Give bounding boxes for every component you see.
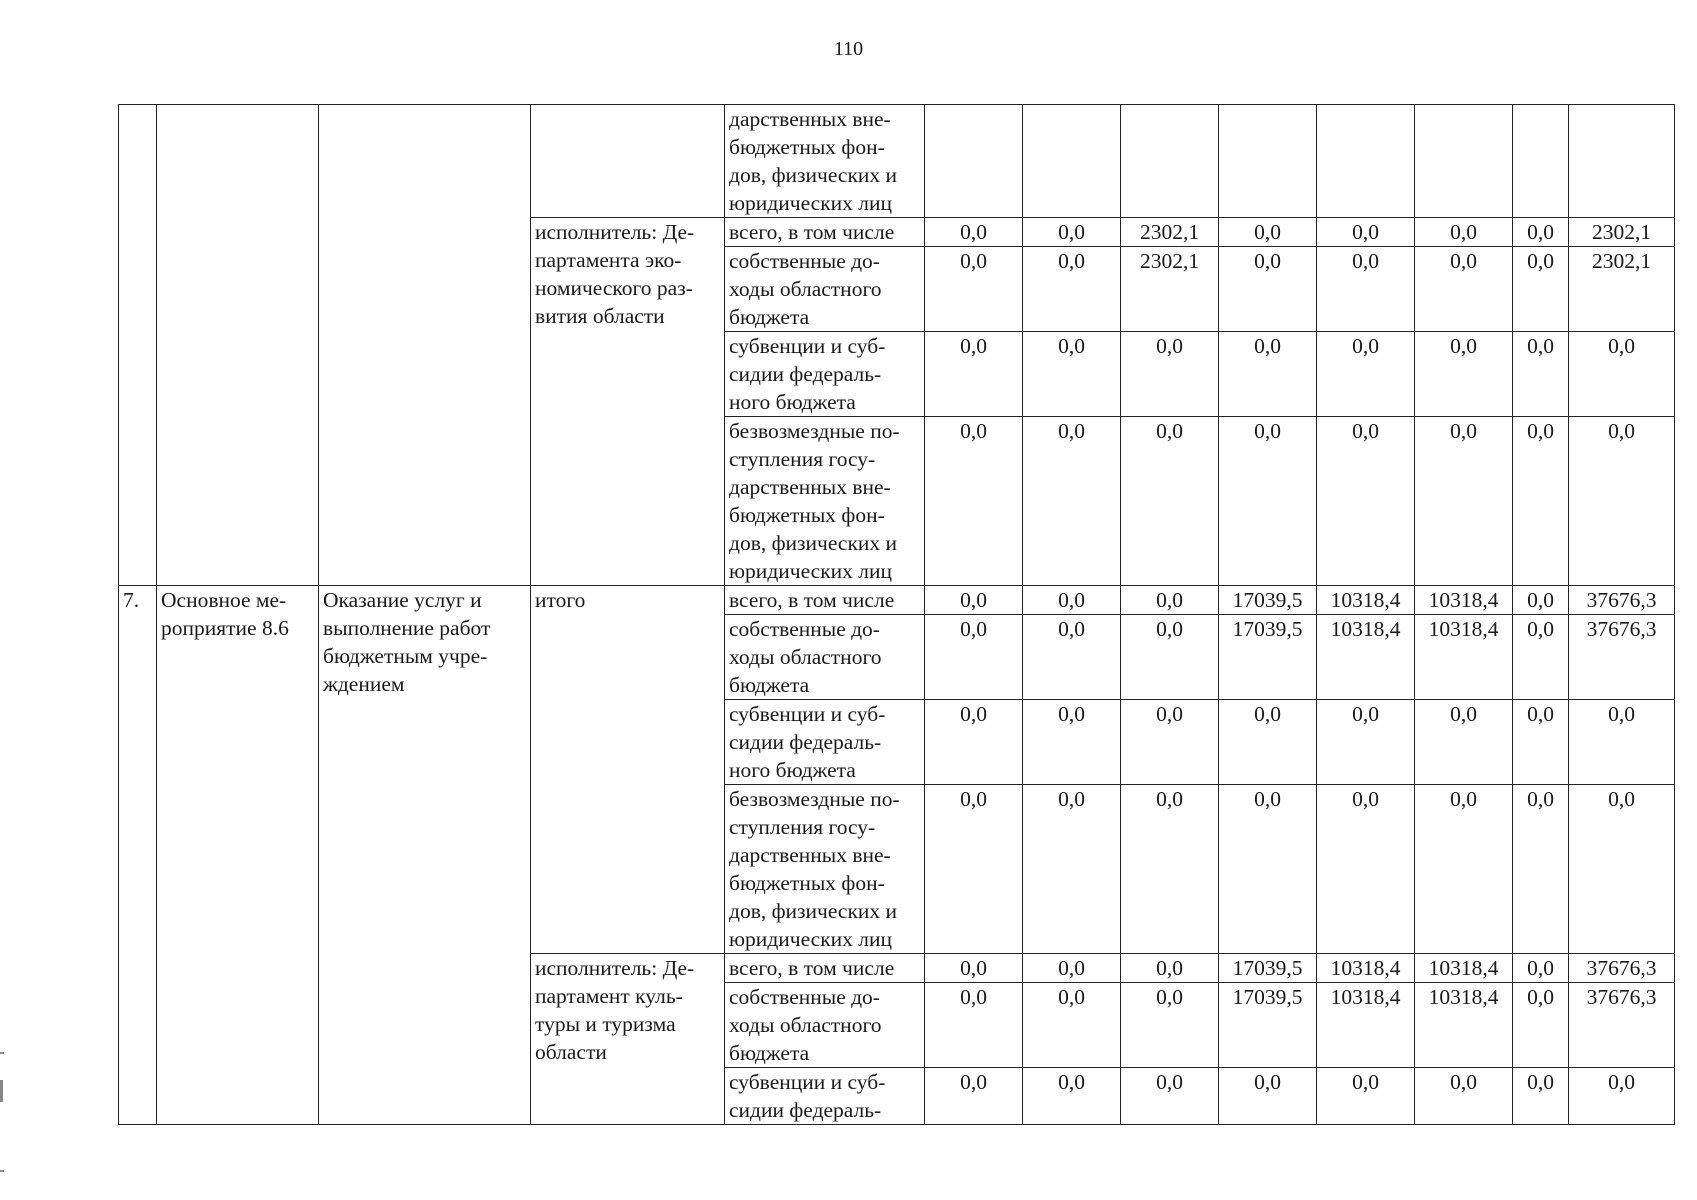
value-cell: 0,0 xyxy=(1219,332,1317,417)
value-cell: 0,0 xyxy=(1023,954,1121,983)
value-cell: 0,0 xyxy=(1121,785,1219,954)
value-cell: 17039,5 xyxy=(1219,954,1317,983)
executor-cell xyxy=(531,105,725,218)
value-cell: 0,0 xyxy=(1121,332,1219,417)
value-cell: 0,0 xyxy=(1121,700,1219,785)
source-cell: безвозмездные по- ступления госу- дарственных вне- бюджетных фон- дов, физических и юридических лиц xyxy=(725,785,925,954)
value-cell: 0,0 xyxy=(925,332,1023,417)
value-cell: 10318,4 xyxy=(1415,954,1513,983)
value-cell: 0,0 xyxy=(925,785,1023,954)
scan-mark xyxy=(0,1170,4,1172)
source-cell: субвенции и суб- сидии федераль- ного бюджета xyxy=(725,332,925,417)
value-cell: 0,0 xyxy=(1023,615,1121,700)
value-cell: 17039,5 xyxy=(1219,615,1317,700)
value-cell: 0,0 xyxy=(1121,983,1219,1068)
value-cell: 0,0 xyxy=(1415,785,1513,954)
value-cell: 0,0 xyxy=(925,218,1023,247)
value-cell: 0,0 xyxy=(925,615,1023,700)
name-cell: Оказание услуг и выполнение работ бюджетным учре- ждением xyxy=(319,586,531,1125)
value-cell xyxy=(1513,105,1569,218)
value-cell: 0,0 xyxy=(1023,218,1121,247)
value-cell: 0,0 xyxy=(1569,417,1675,586)
value-cell: 0,0 xyxy=(1317,332,1415,417)
value-cell: 2302,1 xyxy=(1121,218,1219,247)
value-cell: 0,0 xyxy=(1415,218,1513,247)
value-cell: 0,0 xyxy=(1023,1068,1121,1125)
value-cell: 10318,4 xyxy=(1317,615,1415,700)
scan-mark xyxy=(0,1080,3,1102)
value-cell: 0,0 xyxy=(1023,785,1121,954)
value-cell xyxy=(1317,105,1415,218)
value-cell: 0,0 xyxy=(1569,785,1675,954)
value-cell: 10318,4 xyxy=(1415,586,1513,615)
value-cell: 0,0 xyxy=(1513,332,1569,417)
executor-cell: исполнитель: Де- партамент куль- туры и туризма области xyxy=(531,954,725,1125)
value-cell: 10318,4 xyxy=(1415,615,1513,700)
value-cell: 17039,5 xyxy=(1219,983,1317,1068)
value-cell: 2302,1 xyxy=(1569,218,1675,247)
value-cell: 0,0 xyxy=(925,983,1023,1068)
value-cell: 10318,4 xyxy=(1317,954,1415,983)
source-cell: всего, в том числе xyxy=(725,954,925,983)
value-cell: 0,0 xyxy=(1317,417,1415,586)
value-cell: 0,0 xyxy=(1317,247,1415,332)
value-cell xyxy=(1121,105,1219,218)
value-cell: 0,0 xyxy=(1023,417,1121,586)
value-cell: 0,0 xyxy=(1415,700,1513,785)
value-cell: 0,0 xyxy=(1513,218,1569,247)
measure-cell xyxy=(157,105,319,586)
value-cell xyxy=(1219,105,1317,218)
value-cell: 17039,5 xyxy=(1219,586,1317,615)
source-cell: собственные до- ходы областного бюджета xyxy=(725,615,925,700)
value-cell: 0,0 xyxy=(1317,700,1415,785)
value-cell: 37676,3 xyxy=(1569,586,1675,615)
value-cell: 0,0 xyxy=(1513,785,1569,954)
itogo-label: итого xyxy=(531,586,725,954)
value-cell: 0,0 xyxy=(1513,586,1569,615)
value-cell: 37676,3 xyxy=(1569,615,1675,700)
number-cell xyxy=(119,105,157,586)
value-cell: 2302,1 xyxy=(1569,247,1675,332)
value-cell: 0,0 xyxy=(925,1068,1023,1125)
value-cell: 0,0 xyxy=(925,954,1023,983)
value-cell: 10318,4 xyxy=(1317,983,1415,1068)
value-cell: 0,0 xyxy=(925,417,1023,586)
value-cell: 0,0 xyxy=(1317,218,1415,247)
value-cell: 0,0 xyxy=(1317,785,1415,954)
value-cell: 0,0 xyxy=(1023,247,1121,332)
source-cell: субвенции и суб- сидии федераль- ного бюджета xyxy=(725,700,925,785)
value-cell: 0,0 xyxy=(1121,586,1219,615)
value-cell: 0,0 xyxy=(925,247,1023,332)
value-cell: 0,0 xyxy=(1219,417,1317,586)
source-cell: собственные до- ходы областного бюджета xyxy=(725,983,925,1068)
value-cell: 0,0 xyxy=(1023,700,1121,785)
value-cell: 0,0 xyxy=(1219,700,1317,785)
value-cell: 0,0 xyxy=(1569,332,1675,417)
value-cell: 0,0 xyxy=(1219,247,1317,332)
value-cell: 0,0 xyxy=(1513,1068,1569,1125)
value-cell: 0,0 xyxy=(925,586,1023,615)
value-cell: 0,0 xyxy=(1569,1068,1675,1125)
value-cell: 0,0 xyxy=(1513,247,1569,332)
source-cell: дарственных вне- бюджетных фон- дов, физических и юридических лиц xyxy=(725,105,925,218)
value-cell: 37676,3 xyxy=(1569,954,1675,983)
value-cell: 0,0 xyxy=(1415,417,1513,586)
measure-cell: Основное ме- роприятие 8.6 xyxy=(157,586,319,1125)
value-cell: 0,0 xyxy=(1121,954,1219,983)
table-body xyxy=(119,105,1675,1125)
page-number: 110 xyxy=(833,38,864,60)
value-cell xyxy=(1023,105,1121,218)
value-cell: 0,0 xyxy=(1513,983,1569,1068)
table-row xyxy=(119,586,1675,615)
value-cell: 0,0 xyxy=(1219,785,1317,954)
item-number: 7. xyxy=(119,586,157,1125)
scan-mark xyxy=(0,1052,4,1054)
source-cell: собственные до- ходы областного бюджета xyxy=(725,247,925,332)
value-cell: 0,0 xyxy=(1513,954,1569,983)
value-cell: 0,0 xyxy=(1121,417,1219,586)
value-cell: 0,0 xyxy=(1513,417,1569,586)
value-cell: 0,0 xyxy=(1121,1068,1219,1125)
source-cell: безвозмездные по- ступления госу- дарственных вне- бюджетных фон- дов, физических и юридических лиц xyxy=(725,417,925,586)
value-cell: 0,0 xyxy=(1317,1068,1415,1125)
value-cell: 0,0 xyxy=(1569,700,1675,785)
value-cell: 0,0 xyxy=(1513,700,1569,785)
value-cell: 0,0 xyxy=(1219,1068,1317,1125)
value-cell: 0,0 xyxy=(1219,218,1317,247)
value-cell: 0,0 xyxy=(1023,332,1121,417)
source-cell: субвенции и суб- сидии федераль- xyxy=(725,1068,925,1125)
value-cell: 0,0 xyxy=(1023,586,1121,615)
value-cell: 37676,3 xyxy=(1569,983,1675,1068)
value-cell xyxy=(1569,105,1675,218)
value-cell: 0,0 xyxy=(925,700,1023,785)
value-cell xyxy=(925,105,1023,218)
value-cell: 10318,4 xyxy=(1415,983,1513,1068)
value-cell: 0,0 xyxy=(1415,1068,1513,1125)
name-cell xyxy=(319,105,531,586)
table-row xyxy=(119,105,1675,218)
value-cell xyxy=(1415,105,1513,218)
value-cell: 0,0 xyxy=(1415,332,1513,417)
source-cell: всего, в том числе xyxy=(725,586,925,615)
source-cell: всего, в том числе xyxy=(725,218,925,247)
executor-cell: исполнитель: Де- партамента эко- номического раз- вития области xyxy=(531,218,725,586)
value-cell: 2302,1 xyxy=(1121,247,1219,332)
value-cell: 0,0 xyxy=(1415,247,1513,332)
value-cell: 10318,4 xyxy=(1317,586,1415,615)
budget-table xyxy=(118,104,1675,1125)
value-cell: 0,0 xyxy=(1121,615,1219,700)
value-cell: 0,0 xyxy=(1513,615,1569,700)
value-cell: 0,0 xyxy=(1023,983,1121,1068)
